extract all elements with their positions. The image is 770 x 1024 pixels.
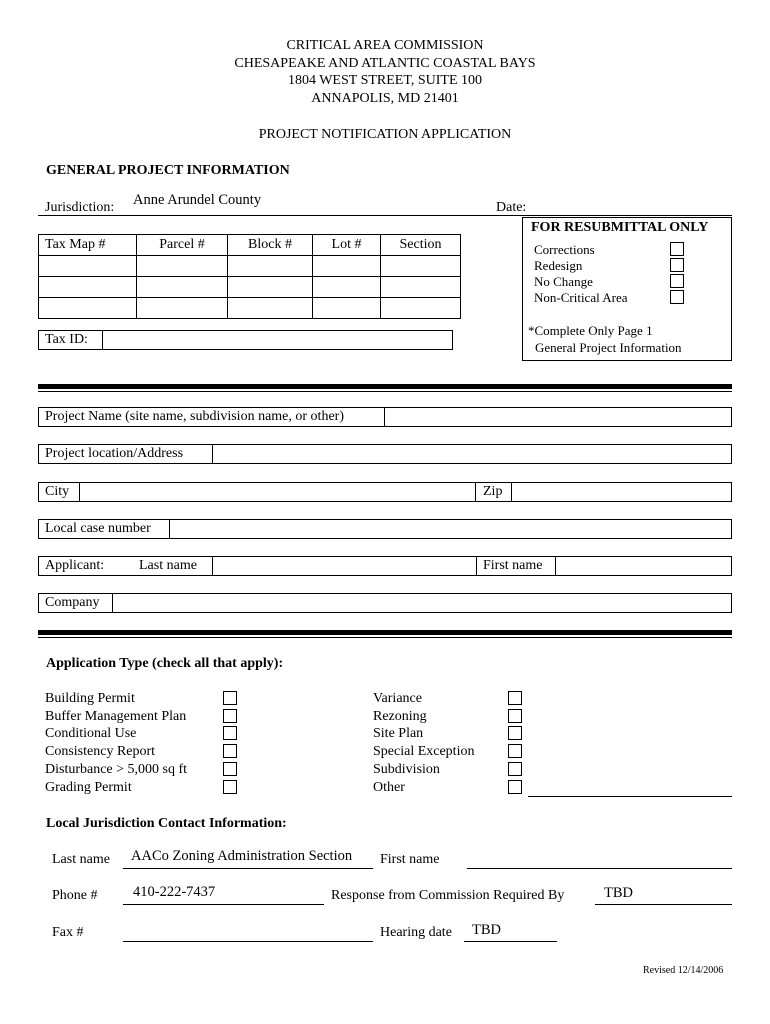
grid-header-block: Block # (228, 235, 313, 256)
section-divider-2-thin (38, 637, 732, 638)
resubmittal-title: FOR RESUBMITTAL ONLY (531, 220, 709, 235)
jurisdiction-label: Jurisdiction: (45, 200, 115, 215)
city-label: City (45, 484, 70, 499)
fax-line[interactable] (123, 941, 373, 942)
app-type-disturbance: Disturbance > 5,000 sq ft (45, 762, 188, 777)
project-name-field[interactable] (38, 407, 732, 427)
local-case-field[interactable] (38, 519, 732, 539)
app-type-variance: Variance (373, 691, 422, 706)
tax-id-field[interactable] (38, 330, 453, 350)
site-plan-checkbox[interactable] (508, 726, 522, 740)
applicant-label: Applicant: (45, 558, 105, 573)
consistency-report-checkbox[interactable] (223, 744, 237, 758)
resubmittal-note-1: *Complete Only Page 1 (528, 323, 653, 338)
conditional-use-checkbox[interactable] (223, 726, 237, 740)
app-type-subdivision: Subdivision (373, 762, 440, 777)
project-location-divider (212, 445, 213, 463)
contact-first-name-label: First name (380, 852, 440, 867)
grid-row (39, 256, 461, 277)
grid-row (39, 298, 461, 319)
app-type-grading-permit: Grading Permit (45, 780, 132, 795)
contact-first-name-line[interactable] (467, 868, 732, 869)
project-name-divider (384, 408, 385, 426)
app-type-conditional-use: Conditional Use (45, 726, 137, 741)
applicant-last-name-divider (212, 557, 213, 575)
response-line (595, 904, 732, 905)
subdivision-checkbox[interactable] (508, 762, 522, 776)
tax-id-divider (102, 331, 103, 349)
variance-checkbox[interactable] (508, 691, 522, 705)
applicant-first-name-divider-left (476, 557, 477, 575)
applicant-first-name-label: First name (483, 558, 543, 573)
jurisdiction-value[interactable]: Anne Arundel County (133, 192, 262, 208)
other-checkbox[interactable] (508, 780, 522, 794)
grid-cell[interactable] (381, 256, 461, 277)
city-divider (79, 483, 80, 501)
header-line-1: CRITICAL AREA COMMISSION (286, 38, 484, 53)
resubmittal-option-redesign: Redesign (534, 258, 583, 273)
hearing-label: Hearing date (380, 925, 452, 940)
grid-cell[interactable] (137, 277, 228, 298)
header-line-4: ANNAPOLIS, MD 21401 (311, 91, 459, 106)
redesign-checkbox[interactable] (670, 258, 684, 272)
grid-row (39, 277, 461, 298)
parcel-grid (38, 234, 461, 319)
grid-cell[interactable] (381, 277, 461, 298)
local-case-divider (169, 520, 170, 538)
applicant-first-name-divider (555, 557, 556, 575)
tax-id-label: Tax ID: (45, 332, 88, 347)
zip-label: Zip (483, 484, 503, 499)
fax-label: Fax # (52, 925, 84, 940)
grid-cell[interactable] (137, 256, 228, 277)
applicant-last-name-label: Last name (139, 558, 197, 573)
app-type-other: Other (373, 780, 405, 795)
company-label: Company (45, 595, 100, 610)
buffer-management-checkbox[interactable] (223, 709, 237, 723)
application-type-title: Application Type (check all that apply): (46, 656, 284, 671)
grid-cell[interactable] (313, 298, 381, 319)
response-value[interactable]: TBD (604, 885, 633, 901)
header-line-2: CHESAPEAKE AND ATLANTIC COASTAL BAYS (234, 56, 536, 71)
grid-header-tax-map: Tax Map # (39, 235, 137, 256)
section-divider (38, 384, 732, 389)
grid-cell[interactable] (313, 256, 381, 277)
city-zip-field[interactable] (38, 482, 732, 502)
grid-header-section: Section (381, 235, 461, 256)
section-divider-thin (38, 391, 732, 392)
grid-cell[interactable] (137, 298, 228, 319)
non-critical-checkbox[interactable] (670, 290, 684, 304)
grid-cell[interactable] (39, 298, 137, 319)
grid-header-lot: Lot # (313, 235, 381, 256)
other-specify-line[interactable] (528, 796, 732, 797)
resubmittal-option-corrections: Corrections (534, 242, 595, 257)
phone-label: Phone # (52, 888, 98, 903)
jurisdiction-underline (38, 215, 732, 216)
phone-line (123, 904, 324, 905)
zip-divider-left (475, 483, 476, 501)
response-label: Response from Commission Required By (331, 888, 565, 903)
resubmittal-note-2: General Project Information (535, 340, 682, 355)
resubmittal-option-no-change: No Change (534, 274, 593, 289)
app-type-consistency-report: Consistency Report (45, 744, 156, 759)
hearing-value[interactable]: TBD (472, 922, 501, 938)
grid-cell[interactable] (313, 277, 381, 298)
revised-date: Revised 12/14/2006 (643, 965, 724, 976)
building-permit-checkbox[interactable] (223, 691, 237, 705)
company-divider (112, 594, 113, 612)
company-field[interactable] (38, 593, 732, 613)
app-type-building-permit: Building Permit (45, 691, 135, 706)
grid-cell[interactable] (381, 298, 461, 319)
phone-value[interactable]: 410-222-7437 (133, 884, 216, 900)
header-line-3: 1804 WEST STREET, SUITE 100 (287, 73, 483, 88)
app-type-rezoning: Rezoning (373, 709, 427, 724)
zip-divider (511, 483, 512, 501)
section-divider-2 (38, 630, 732, 635)
contact-last-name-label: Last name (52, 852, 110, 867)
project-location-label: Project location/Address (45, 446, 184, 461)
local-case-label: Local case number (45, 521, 151, 536)
grid-cell[interactable] (228, 298, 313, 319)
form-title: PROJECT NOTIFICATION APPLICATION (258, 127, 512, 142)
grid-cell[interactable] (228, 256, 313, 277)
grid-cell[interactable] (39, 277, 137, 298)
rezoning-checkbox[interactable] (508, 709, 522, 723)
resubmittal-option-non-critical: Non-Critical Area (534, 290, 628, 305)
corrections-checkbox[interactable] (670, 242, 684, 256)
grid-cell[interactable] (228, 277, 313, 298)
no-change-checkbox[interactable] (670, 274, 684, 288)
app-type-site-plan: Site Plan (373, 726, 424, 741)
contact-title: Local Jurisdiction Contact Information: (46, 816, 287, 831)
contact-last-name-line (123, 868, 373, 869)
applicant-field[interactable] (38, 556, 732, 576)
project-name-label: Project Name (site name, subdivision name, or other) (45, 409, 344, 424)
disturbance-checkbox[interactable] (223, 762, 237, 776)
app-type-special-exception: Special Exception (373, 744, 475, 759)
grid-cell[interactable] (39, 256, 137, 277)
date-label: Date: (496, 200, 527, 215)
grading-permit-checkbox[interactable] (223, 780, 237, 794)
grid-header-parcel: Parcel # (137, 235, 228, 256)
project-location-field[interactable] (38, 444, 732, 464)
special-exception-checkbox[interactable] (508, 744, 522, 758)
app-type-buffer-management: Buffer Management Plan (45, 709, 187, 724)
section-title-general: GENERAL PROJECT INFORMATION (46, 163, 290, 178)
hearing-line (464, 941, 557, 942)
contact-last-name-value[interactable]: AACo Zoning Administration Section (131, 848, 353, 864)
